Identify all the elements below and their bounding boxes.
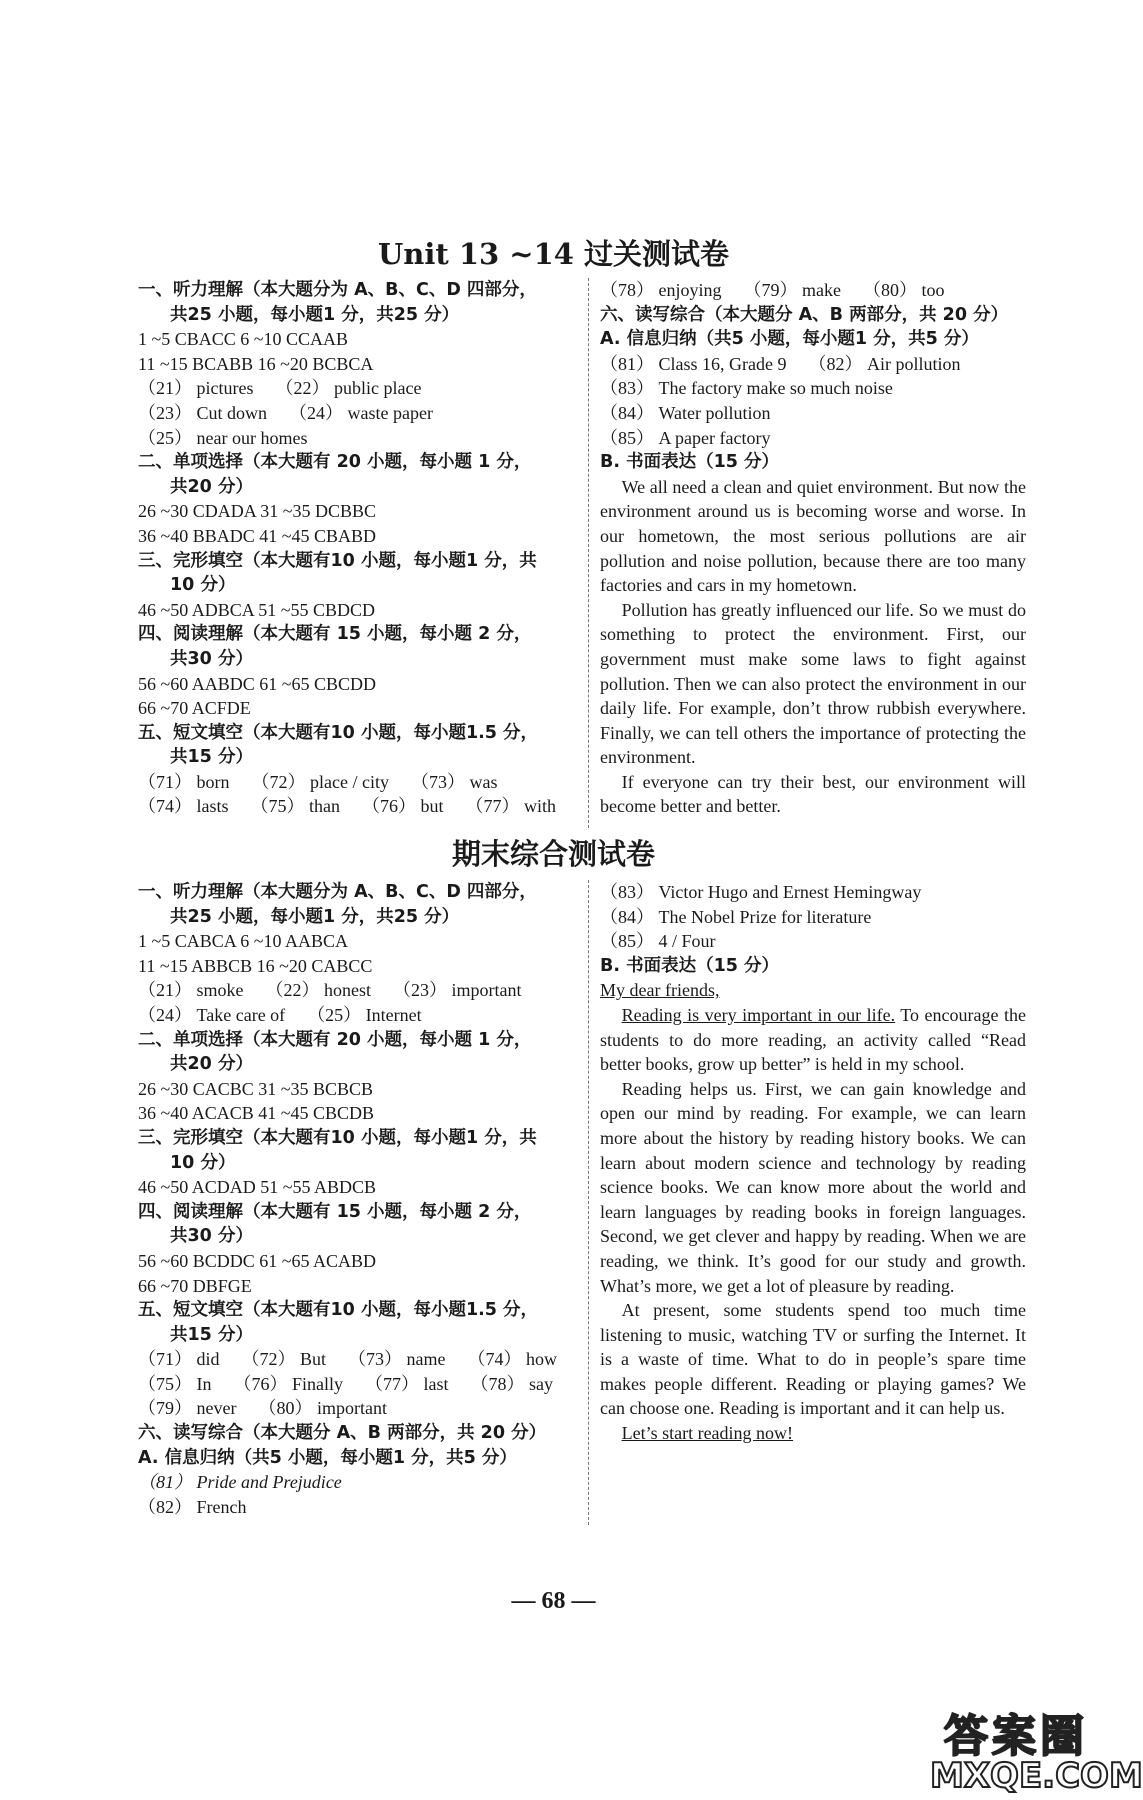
- answer-line: 36 ~40 BBADC 41 ~45 CBABD: [138, 525, 377, 546]
- answer-item: （21） smoke: [138, 980, 244, 1001]
- essay-paragraph: [600, 1003, 1026, 1077]
- answer-line: 46 ~50 ADBCA 51 ~55 CBDCD: [138, 599, 376, 620]
- section-heading: 二、单项选择（本大题有 20 小题，每小题 1 分，: [138, 1029, 532, 1050]
- answer-line: 66 ~70 DBFGE: [138, 1275, 252, 1296]
- answer-line: 1 ~5 CABCA 6 ~10 AABCA: [138, 931, 349, 952]
- answer-line: 66 ~70 ACFDE: [138, 698, 251, 719]
- section-heading: 三、完形填空（本大题有10 小题，每小题1 分，共: [138, 550, 537, 571]
- answer-item: （71） did: [138, 1349, 220, 1370]
- essay-paragraph: Pollution has greatly influenced our life. So we must do something to protect the environment. First, our government must make some laws to fight against pollution. Then we can also protect the environment in our daily life. For example, don’t throw rubbish everywhere. Finally, we can tell others the importance of protecting the environment.: [600, 599, 1026, 768]
- answer-line: 56 ~60 AABDC 61 ~65 CBCDD: [138, 673, 377, 694]
- answer-item: （78） say: [470, 1373, 554, 1394]
- answer-row: [138, 978, 568, 1003]
- answer-row: [138, 1347, 568, 1372]
- answer-line: （82） French: [138, 1496, 247, 1517]
- answer-line: 26 ~30 CACBC 31 ~35 BCBCB: [138, 1078, 374, 1099]
- essay: [600, 1003, 1026, 1446]
- answer-row: [138, 1372, 568, 1397]
- essay-closing: [600, 1421, 1026, 1446]
- answer-line: （84） Water pollution: [600, 402, 771, 423]
- final-test-title: 期末综合测试卷: [451, 837, 655, 871]
- essay: [600, 475, 1026, 819]
- answer-item: （74） lasts: [138, 796, 229, 817]
- section-heading: 二、单项选择（本大题有 20 小题，每小题 1 分，: [138, 452, 532, 473]
- answer-line: （83） Victor Hugo and Ernest Hemingway: [600, 882, 922, 902]
- essay-paragraph: Reading helps us. First, we can gain knowledge and open our mind by reading. For example, we can learn more about the history by reading history books. We can learn about modern science and technology by reading science books. We can know more about the world and learn languages by reading books in foreign languages. Second, we get clever and happy by reading. When we are reading, we think. It’s good for our study and growth. What’s more, we get a lot of pleasure by reading.: [600, 1078, 1026, 1296]
- underlined-sentence: Reading is very important in our life.: [621, 1004, 896, 1025]
- answer-item: （23） important: [393, 980, 522, 1001]
- answer-row: [138, 794, 568, 819]
- answer-item: （71） born: [138, 771, 230, 792]
- answer-line: 26 ~30 CDADA 31 ~35 DCBBC: [138, 501, 377, 522]
- section-heading-cont: 10 分）: [170, 1152, 236, 1173]
- section-heading: 三、完形填空（本大题有10 小题，每小题1 分，共: [138, 1127, 537, 1148]
- answer-item: （74） how: [467, 1349, 558, 1370]
- answer-item: （24） Take care of: [138, 1004, 286, 1025]
- section-heading: 五、短文填空（本大题有10 小题，每小题1.5 分，: [138, 1300, 539, 1321]
- section-heading-cont: 共25 小题，每小题1 分，共25 分）: [170, 304, 460, 325]
- answer-row: [600, 352, 1026, 377]
- answer-item: （73） was: [410, 771, 498, 792]
- answer-item: （72） place / city: [251, 771, 389, 792]
- watermark-logo: [930, 1700, 1143, 1796]
- section-heading-cont: 共30 分）: [170, 648, 253, 669]
- section-heading-cont: 共20 分）: [170, 1054, 253, 1075]
- subsection-heading: A. 信息归纳（共5 小题，每小题1 分，共5 分）: [138, 1447, 517, 1468]
- answer-item: （72） But: [241, 1349, 327, 1370]
- unit-test-right-column: [600, 278, 1026, 819]
- answer-item: （78） enjoying: [600, 280, 722, 300]
- answer-line: 1 ~5 CBACC 6 ~10 CCAAB: [138, 329, 349, 350]
- answer-row: [600, 278, 1026, 303]
- answer-item: （76） but: [362, 796, 444, 817]
- answer-line: 36 ~40 ACACB 41 ~45 CBCDB: [138, 1103, 375, 1124]
- answer-item: （76） Finally: [233, 1373, 344, 1394]
- watermark-top: 答案圈: [944, 1711, 1088, 1762]
- answer-row: [138, 376, 568, 401]
- closing-sentence: Let’s start reading now!: [621, 1423, 794, 1444]
- section-heading-cont: 共15 分）: [170, 1324, 253, 1345]
- unit-test-title: Unit 13 ~14 过关测试卷: [377, 237, 730, 271]
- section-heading: 六、读写综合（本大题分 A、B 两部分，共 20 分）: [600, 304, 1009, 325]
- answer-row: [138, 1396, 568, 1421]
- answer-line: 11 ~15 ABBCB 16 ~20 CABCC: [138, 955, 373, 976]
- subsection-heading: B. 书面表达（15 分）: [600, 955, 780, 976]
- answer-line: 56 ~60 BCDDC 61 ~65 ACABD: [138, 1250, 377, 1271]
- answer-row: [138, 770, 568, 795]
- answer-item: （25） Internet: [307, 1004, 422, 1025]
- answer-item: （75） In: [138, 1373, 212, 1394]
- essay-text: To encourage the students to do more reading, an activity called “Read better books, grow up better” is held in my school.: [600, 1004, 1026, 1075]
- subsection-heading: B. 书面表达（15 分）: [600, 452, 780, 473]
- essay-paragraph: We all need a clean and quiet environment. But now the environment around us is becoming worse and worse. In our hometown, the most serious pollutions are air pollution and noise pollution, because there are too many factories and cars in my hometown.: [600, 476, 1026, 596]
- page-number: — 68 —: [511, 1588, 596, 1614]
- answer-item: （82） Air pollution: [808, 353, 961, 374]
- answer-line: （85） A paper factory: [600, 427, 771, 448]
- essay-paragraph: At present, some students spend too much time listening to music, watching TV or surfing the Internet. It is a waste of time. What to do in people’s spare time makes people different. Reading or playing games? We can choose one. Reading is important and it can help us.: [600, 1300, 1026, 1419]
- answer-item: （22） public place: [275, 378, 422, 399]
- answer-line: （85） 4 / Four: [600, 931, 716, 952]
- answer-item: （22） honest: [265, 980, 371, 1001]
- section-heading-cont: 10 分）: [170, 575, 236, 596]
- answer-item: （77） with: [465, 796, 557, 817]
- letter-salutation: My dear friends,: [600, 980, 720, 1001]
- answer-row: [138, 1003, 568, 1028]
- section-heading: 四、阅读理解（本大题有 15 小题，每小题 2 分，: [138, 624, 532, 645]
- answer-line: （84） The Nobel Prize for literature: [600, 906, 872, 927]
- section-heading: 一、听力理解（本大题分为 A、B、C、D 四部分，: [138, 280, 537, 300]
- answer-line: （83） The factory make so much noise: [600, 378, 893, 399]
- essay-paragraph: If everyone can try their best, our environment will become better and better.: [600, 771, 1026, 817]
- answer-line: （25） near our homes: [138, 427, 308, 448]
- answer-item: （80） important: [258, 1398, 387, 1419]
- section-heading-cont: 共15 分）: [170, 747, 253, 768]
- answer-row: [138, 401, 568, 426]
- answer-line: 11 ~15 BCABB 16 ~20 BCBCA: [138, 353, 374, 374]
- section-heading-cont: 共30 分）: [170, 1226, 253, 1247]
- answer-line: （81） Pride and Prejudice: [138, 1472, 342, 1493]
- column-divider: [588, 278, 589, 828]
- answer-line: 46 ~50 ACDAD 51 ~55 ABDCB: [138, 1177, 377, 1198]
- answer-item: （23） Cut down: [138, 402, 268, 423]
- column-divider: [588, 880, 589, 1525]
- watermark-bottom: MXQE.COM: [930, 1756, 1143, 1796]
- section-heading-cont: 共20 分）: [170, 476, 253, 497]
- answer-item: （21） pictures: [138, 378, 254, 399]
- final-test-left-column: [138, 880, 568, 1519]
- answer-item: （77） last: [365, 1373, 449, 1394]
- subsection-heading: A. 信息归纳（共5 小题，每小题1 分，共5 分）: [600, 329, 979, 350]
- section-heading: 一、听力理解（本大题分为 A、B、C、D 四部分，: [138, 882, 537, 902]
- section-heading: 六、读写综合（本大题分 A、B 两部分，共 20 分）: [138, 1423, 547, 1444]
- answer-item: （73） name: [348, 1349, 446, 1370]
- unit-test-left-column: [138, 278, 568, 819]
- section-heading: 四、阅读理解（本大题有 15 小题，每小题 2 分，: [138, 1201, 532, 1222]
- section-heading-cont: 共25 小题，每小题1 分，共25 分）: [170, 906, 460, 927]
- final-test-right-column: [600, 880, 1026, 1446]
- answer-item: （80） too: [862, 280, 945, 300]
- answer-item: （81） Class 16, Grade 9: [600, 353, 787, 374]
- answer-item: （79） never: [138, 1398, 237, 1419]
- answer-item: （79） make: [743, 280, 841, 300]
- answer-item: （24） waste paper: [289, 402, 433, 423]
- section-heading: 五、短文填空（本大题有10 小题，每小题1.5 分，: [138, 722, 539, 743]
- answer-item: （75） than: [250, 796, 341, 817]
